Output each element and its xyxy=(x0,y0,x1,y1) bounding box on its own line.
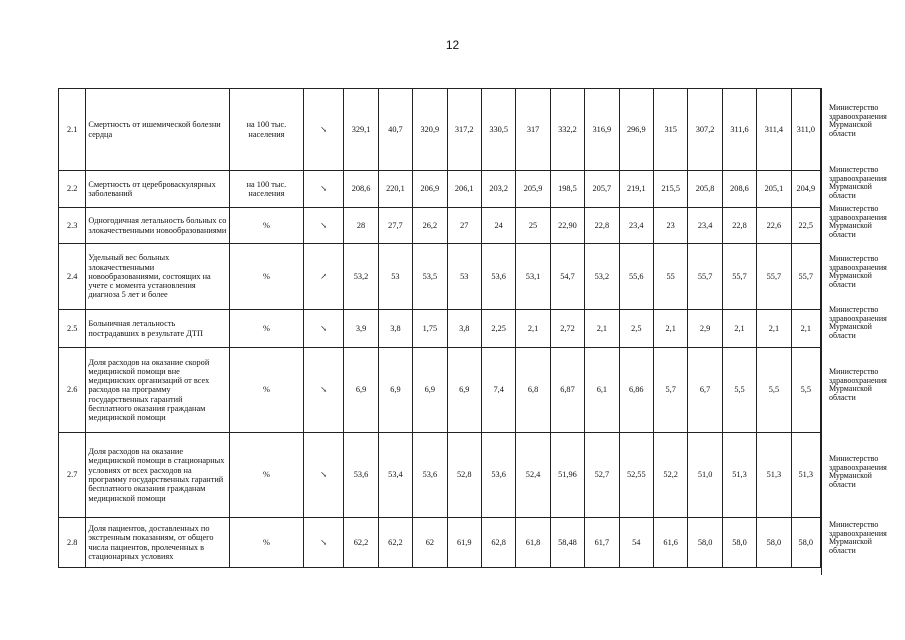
value-cell: 23 xyxy=(653,208,687,244)
indicator-name: Смертность от ишемической болезни сердца xyxy=(86,89,230,171)
value-cell: 311,6 xyxy=(722,89,756,171)
value-cell: 6,9 xyxy=(413,348,447,433)
value-cell: 208,6 xyxy=(344,171,378,208)
unit-cell: % xyxy=(230,433,304,518)
value-cell: 58,48 xyxy=(550,518,584,568)
unit-cell: % xyxy=(230,348,304,433)
indicators-table xyxy=(58,88,821,568)
value-cell: 53,4 xyxy=(378,433,412,518)
row-number: 2.2 xyxy=(59,171,86,208)
value-cell: 204,9 xyxy=(791,171,820,208)
value-cell: 53,6 xyxy=(481,244,515,310)
unit-cell: на 100 тыс. населения xyxy=(230,89,304,171)
table-row xyxy=(59,244,821,310)
row-number: 2.6 xyxy=(59,348,86,433)
trend-arrow-icon: ↘ xyxy=(303,518,343,568)
value-cell: 205,7 xyxy=(585,171,619,208)
value-cell: 24 xyxy=(481,208,515,244)
value-cell: 53,6 xyxy=(413,433,447,518)
unit-cell: % xyxy=(230,518,304,568)
value-cell: 23,4 xyxy=(688,208,722,244)
responsible-organization: Министерство здравоохранения Мурманской области xyxy=(829,521,887,555)
value-cell: 62 xyxy=(413,518,447,568)
value-cell: 6,7 xyxy=(688,348,722,433)
trend-arrow-icon: ↘ xyxy=(303,348,343,433)
value-cell: 307,2 xyxy=(688,89,722,171)
table-row xyxy=(59,89,821,171)
value-cell: 2,9 xyxy=(688,310,722,348)
value-cell: 205,9 xyxy=(516,171,550,208)
value-cell: 55,7 xyxy=(757,244,791,310)
value-cell: 40,7 xyxy=(378,89,412,171)
trend-arrow-icon: ↘ xyxy=(303,89,343,171)
unit-cell: % xyxy=(230,208,304,244)
value-cell: 53 xyxy=(378,244,412,310)
row-number: 2.4 xyxy=(59,244,86,310)
value-cell: 2,5 xyxy=(619,310,653,348)
value-cell: 53,1 xyxy=(516,244,550,310)
value-cell: 62,8 xyxy=(481,518,515,568)
value-cell: 3,9 xyxy=(344,310,378,348)
indicator-name: Доля пациентов, доставленных по экстренным показаниям, от общего числа пациентов, пролеченных в стационарных условиях xyxy=(86,518,230,568)
responsible-organization: Министерство здравоохранения Мурманской области xyxy=(829,104,887,138)
responsible-organization: Министерство здравоохранения Мурманской области xyxy=(829,255,887,289)
value-cell: 220,1 xyxy=(378,171,412,208)
value-cell: 6,9 xyxy=(447,348,481,433)
value-cell: 58,0 xyxy=(688,518,722,568)
responsible-organization: Министерство здравоохранения Мурманской области xyxy=(829,306,887,340)
value-cell: 27 xyxy=(447,208,481,244)
value-cell: 53,6 xyxy=(344,433,378,518)
indicator-name: Одногодичная летальность больных со злокачественными новообразованиями xyxy=(86,208,230,244)
value-cell: 315 xyxy=(653,89,687,171)
value-cell: 52,8 xyxy=(447,433,481,518)
value-cell: 52,55 xyxy=(619,433,653,518)
value-cell: 62,2 xyxy=(344,518,378,568)
value-cell: 329,1 xyxy=(344,89,378,171)
value-cell: 6,8 xyxy=(516,348,550,433)
table-row xyxy=(59,433,821,518)
value-cell: 206,9 xyxy=(413,171,447,208)
value-cell: 2,1 xyxy=(757,310,791,348)
trend-arrow-icon: ↘ xyxy=(303,208,343,244)
indicator-name: Доля расходов на оказание скорой медицинской помощи вне медицинских организаций от всех расходов на программу государственных гарантий бесплатного оказания гражданам медицинской помощи xyxy=(86,348,230,433)
value-cell: 61,7 xyxy=(585,518,619,568)
indicator-name: Больничная летальность пострадавших в результате ДТП xyxy=(86,310,230,348)
unit-cell: % xyxy=(230,310,304,348)
value-cell: 53 xyxy=(447,244,481,310)
value-cell: 23,4 xyxy=(619,208,653,244)
table-row xyxy=(59,208,821,244)
row-number: 2.7 xyxy=(59,433,86,518)
indicator-name: Доля расходов на оказание медицинской помощи в стационарных условиях от всех расходов на программу государственных гарантий бесплатного оказания гражданам медицинской помощи xyxy=(86,433,230,518)
value-cell: 311,4 xyxy=(757,89,791,171)
value-cell: 55 xyxy=(653,244,687,310)
value-cell: 28 xyxy=(344,208,378,244)
value-cell: 317 xyxy=(516,89,550,171)
indicator-name: Смертность от цереброваскулярных заболеваний xyxy=(86,171,230,208)
value-cell: 25 xyxy=(516,208,550,244)
value-cell: 215,5 xyxy=(653,171,687,208)
value-cell: 61,8 xyxy=(516,518,550,568)
value-cell: 22,8 xyxy=(585,208,619,244)
value-cell: 52,2 xyxy=(653,433,687,518)
value-cell: 26,2 xyxy=(413,208,447,244)
value-cell: 53,6 xyxy=(481,433,515,518)
value-cell: 51,0 xyxy=(688,433,722,518)
value-cell: 3,8 xyxy=(447,310,481,348)
value-cell: 6,9 xyxy=(378,348,412,433)
value-cell: 55,6 xyxy=(619,244,653,310)
responsible-organization: Министерство здравоохранения Мурманской области xyxy=(829,368,887,402)
table-row xyxy=(59,310,821,348)
value-cell: 53,5 xyxy=(413,244,447,310)
unit-cell: на 100 тыс. населения xyxy=(230,171,304,208)
value-cell: 52,7 xyxy=(585,433,619,518)
value-cell: 55,7 xyxy=(791,244,820,310)
trend-arrow-icon: ↘ xyxy=(303,171,343,208)
value-cell: 6,87 xyxy=(550,348,584,433)
responsible-organization: Министерство здравоохранения Мурманской области xyxy=(829,455,887,489)
table-row xyxy=(59,171,821,208)
row-number: 2.5 xyxy=(59,310,86,348)
value-cell: 206,1 xyxy=(447,171,481,208)
value-cell: 54,7 xyxy=(550,244,584,310)
value-cell: 6,86 xyxy=(619,348,653,433)
value-cell: 311,0 xyxy=(791,89,820,171)
value-cell: 22,5 xyxy=(791,208,820,244)
table-row xyxy=(59,518,821,568)
value-cell: 332,2 xyxy=(550,89,584,171)
row-number: 2.8 xyxy=(59,518,86,568)
value-cell: 6,1 xyxy=(585,348,619,433)
value-cell: 5,5 xyxy=(791,348,820,433)
value-cell: 51,3 xyxy=(757,433,791,518)
value-cell: 22,8 xyxy=(722,208,756,244)
trend-arrow-icon: ↗ xyxy=(303,244,343,310)
responsible-organization: Министерство здравоохранения Мурманской области xyxy=(829,166,887,200)
value-cell: 5,5 xyxy=(757,348,791,433)
value-cell: 2,1 xyxy=(722,310,756,348)
trend-arrow-icon: ↘ xyxy=(303,433,343,518)
value-cell: 2,1 xyxy=(653,310,687,348)
value-cell: 22,90 xyxy=(550,208,584,244)
value-cell: 2,1 xyxy=(585,310,619,348)
value-cell: 54 xyxy=(619,518,653,568)
value-cell: 203,2 xyxy=(481,171,515,208)
value-cell: 3,8 xyxy=(378,310,412,348)
value-cell: 27,7 xyxy=(378,208,412,244)
value-cell: 58,0 xyxy=(722,518,756,568)
value-cell: 320,9 xyxy=(413,89,447,171)
value-cell: 55,7 xyxy=(688,244,722,310)
value-cell: 205,1 xyxy=(757,171,791,208)
trend-arrow-icon: ↘ xyxy=(303,310,343,348)
table-row xyxy=(59,348,821,433)
value-cell: 22,6 xyxy=(757,208,791,244)
value-cell: 205,8 xyxy=(688,171,722,208)
value-cell: 5,7 xyxy=(653,348,687,433)
value-cell: 61,9 xyxy=(447,518,481,568)
value-cell: 296,9 xyxy=(619,89,653,171)
unit-cell: % xyxy=(230,244,304,310)
value-cell: 2,1 xyxy=(791,310,820,348)
value-cell: 219,1 xyxy=(619,171,653,208)
row-number: 2.3 xyxy=(59,208,86,244)
value-cell: 51,3 xyxy=(791,433,820,518)
row-number: 2.1 xyxy=(59,89,86,171)
value-cell: 61,6 xyxy=(653,518,687,568)
value-cell: 53,2 xyxy=(344,244,378,310)
table-right-border xyxy=(821,88,822,575)
value-cell: 198,5 xyxy=(550,171,584,208)
value-cell: 5,5 xyxy=(722,348,756,433)
value-cell: 58,0 xyxy=(757,518,791,568)
value-cell: 7,4 xyxy=(481,348,515,433)
value-cell: 317,2 xyxy=(447,89,481,171)
value-cell: 330,5 xyxy=(481,89,515,171)
value-cell: 2,1 xyxy=(516,310,550,348)
indicator-name: Удельный вес больных злокачественными новообразованиями, состоящих на учете с момента установления диагноза 5 лет и более xyxy=(86,244,230,310)
value-cell: 6,9 xyxy=(344,348,378,433)
value-cell: 51,96 xyxy=(550,433,584,518)
value-cell: 2,72 xyxy=(550,310,584,348)
value-cell: 316,9 xyxy=(585,89,619,171)
page-number: 12 xyxy=(445,38,460,52)
value-cell: 1,75 xyxy=(413,310,447,348)
value-cell: 2,25 xyxy=(481,310,515,348)
responsible-organization: Министерство здравоохранения Мурманской области xyxy=(829,205,887,239)
value-cell: 55,7 xyxy=(722,244,756,310)
value-cell: 58,0 xyxy=(791,518,820,568)
value-cell: 52,4 xyxy=(516,433,550,518)
value-cell: 51,3 xyxy=(722,433,756,518)
value-cell: 62,2 xyxy=(378,518,412,568)
value-cell: 53,2 xyxy=(585,244,619,310)
value-cell: 208,6 xyxy=(722,171,756,208)
